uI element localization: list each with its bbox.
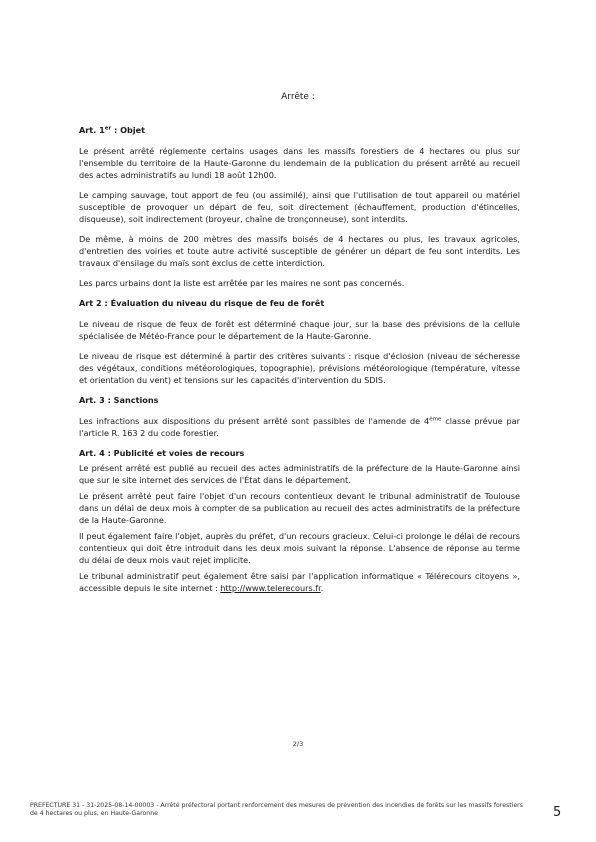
art4-paragraph-2: Le présent arrêté peut faire l'objet d'un recours contentieux devant le tribunal administratif de Toulouse dans un délai de deux mois à compter de sa publication au recueil des actes administratifs de la préfecture de la Haute-Garonne. xyxy=(79,491,520,525)
document-body xyxy=(79,124,520,598)
art3-paragraph-1 xyxy=(79,415,520,439)
page-number: 2/3 xyxy=(292,740,304,748)
telerecours-link[interactable]: http://www.telerecours.fr xyxy=(220,583,321,593)
art4-paragraph-4 xyxy=(79,570,520,594)
page-title: Arrête : xyxy=(281,92,315,102)
art1-heading-sup: er xyxy=(104,125,112,132)
art3-sup: ème xyxy=(429,416,442,423)
art4-heading: Art. 4 : Publicité et voies de recours xyxy=(79,448,245,458)
art1-paragraph-1: Le présent arrêté réglemente certains usages dans les massifs forestiers de 4 hectares ou plus sur l'ensemble du territoire de la Haute-Garonne du lendemain de la publication du présent arrêté au recueil des actes administratifs au lundi 18 août 12h00. xyxy=(79,146,520,180)
art1-heading xyxy=(79,124,520,136)
art2-heading: Art 2 : Évaluation du niveau du risque de feu de forêt xyxy=(79,298,325,308)
art2-paragraph-1: Le niveau de risque de feux de forêt est déterminé chaque jour, sur la base des prévisions de la cellule spécialisée de Météo-France pour le département de la Haute-Garonne. xyxy=(79,319,520,341)
art4-text-end: . xyxy=(320,583,324,593)
art4-paragraph-1: Le présent arrêté est publié au recueil des actes administratifs de la préfecture de la Haute-Garonne ainsi que sur le site internet des services de l'État dans le département. xyxy=(79,463,520,485)
art1-paragraph-4: Les parcs urbains dont la liste est arrêtée par les maires ne sont pas concernés. xyxy=(79,278,405,288)
art1-paragraph-3: De même, à moins de 200 mètres des massifs boisés de 4 hectares ou plus, les travaux agricoles, d'entretien des voiries et toute autre activité susceptible de générer un départ de feu sont interdits. Les travaux d'ensilage du maïs sont exclus de cette interdiction. xyxy=(79,234,520,268)
footer-reference: PREFECTURE 31 - 31-2025-08-14-00003 - Arrêté préfectoral portant renforcement des mesures de prévention des incendies de forêts sur les massifs forestiers de 4 hectares ou plus, en Haute-Garonne xyxy=(30,802,523,817)
art1-heading-suffix: : Objet xyxy=(111,125,146,135)
art2-paragraph-2: Le niveau de risque est déterminé à partir des critères suivants : risque d'éclosion (niveau de sécheresse des végétaux, conditions météorologiques, topographie), prévisions météorologique (température, vitesse et orientation du vent) et tensions sur les capacités d'intervention du SDIS. xyxy=(79,351,520,385)
art3-text-end: classe prévue par l'article R. 163 2 du code forestier. xyxy=(79,416,521,438)
art3-heading: Art. 3 : Sanctions xyxy=(79,395,159,405)
art1-paragraph-2: Le camping sauvage, tout apport de feu (ou assimilé), ainsi que l'utilisation de tout appareil ou matériel susceptible de provoquer un départ de feu, soit directement (échauffement, production d'étincelles, disqueuse), soit indirectement (broyeur, chaîne de tronçonneuse), sont interdits. xyxy=(79,190,520,224)
art3-text: Les infractions aux dispositions du présent arrêté sont passibles de l'amende de 4 xyxy=(79,416,430,426)
art4-paragraph-3: Il peut également faire l'objet, auprès du préfet, d'un recours gracieux. Celui-ci prolonge le délai de recours contentieux qui doit être introduit dans les deux mois suivant la réponse. L'absence de réponse au terme du délai de deux mois vaut rejet implicite. xyxy=(79,531,520,565)
art4-text: Le tribunal administratif peut également être saisi par l'application informatique « Télérecours citoyens », accessible depuis le site internet : xyxy=(79,571,520,593)
art1-heading-prefix: Art. 1 xyxy=(79,125,105,135)
footer-page-number: 5 xyxy=(553,805,562,820)
